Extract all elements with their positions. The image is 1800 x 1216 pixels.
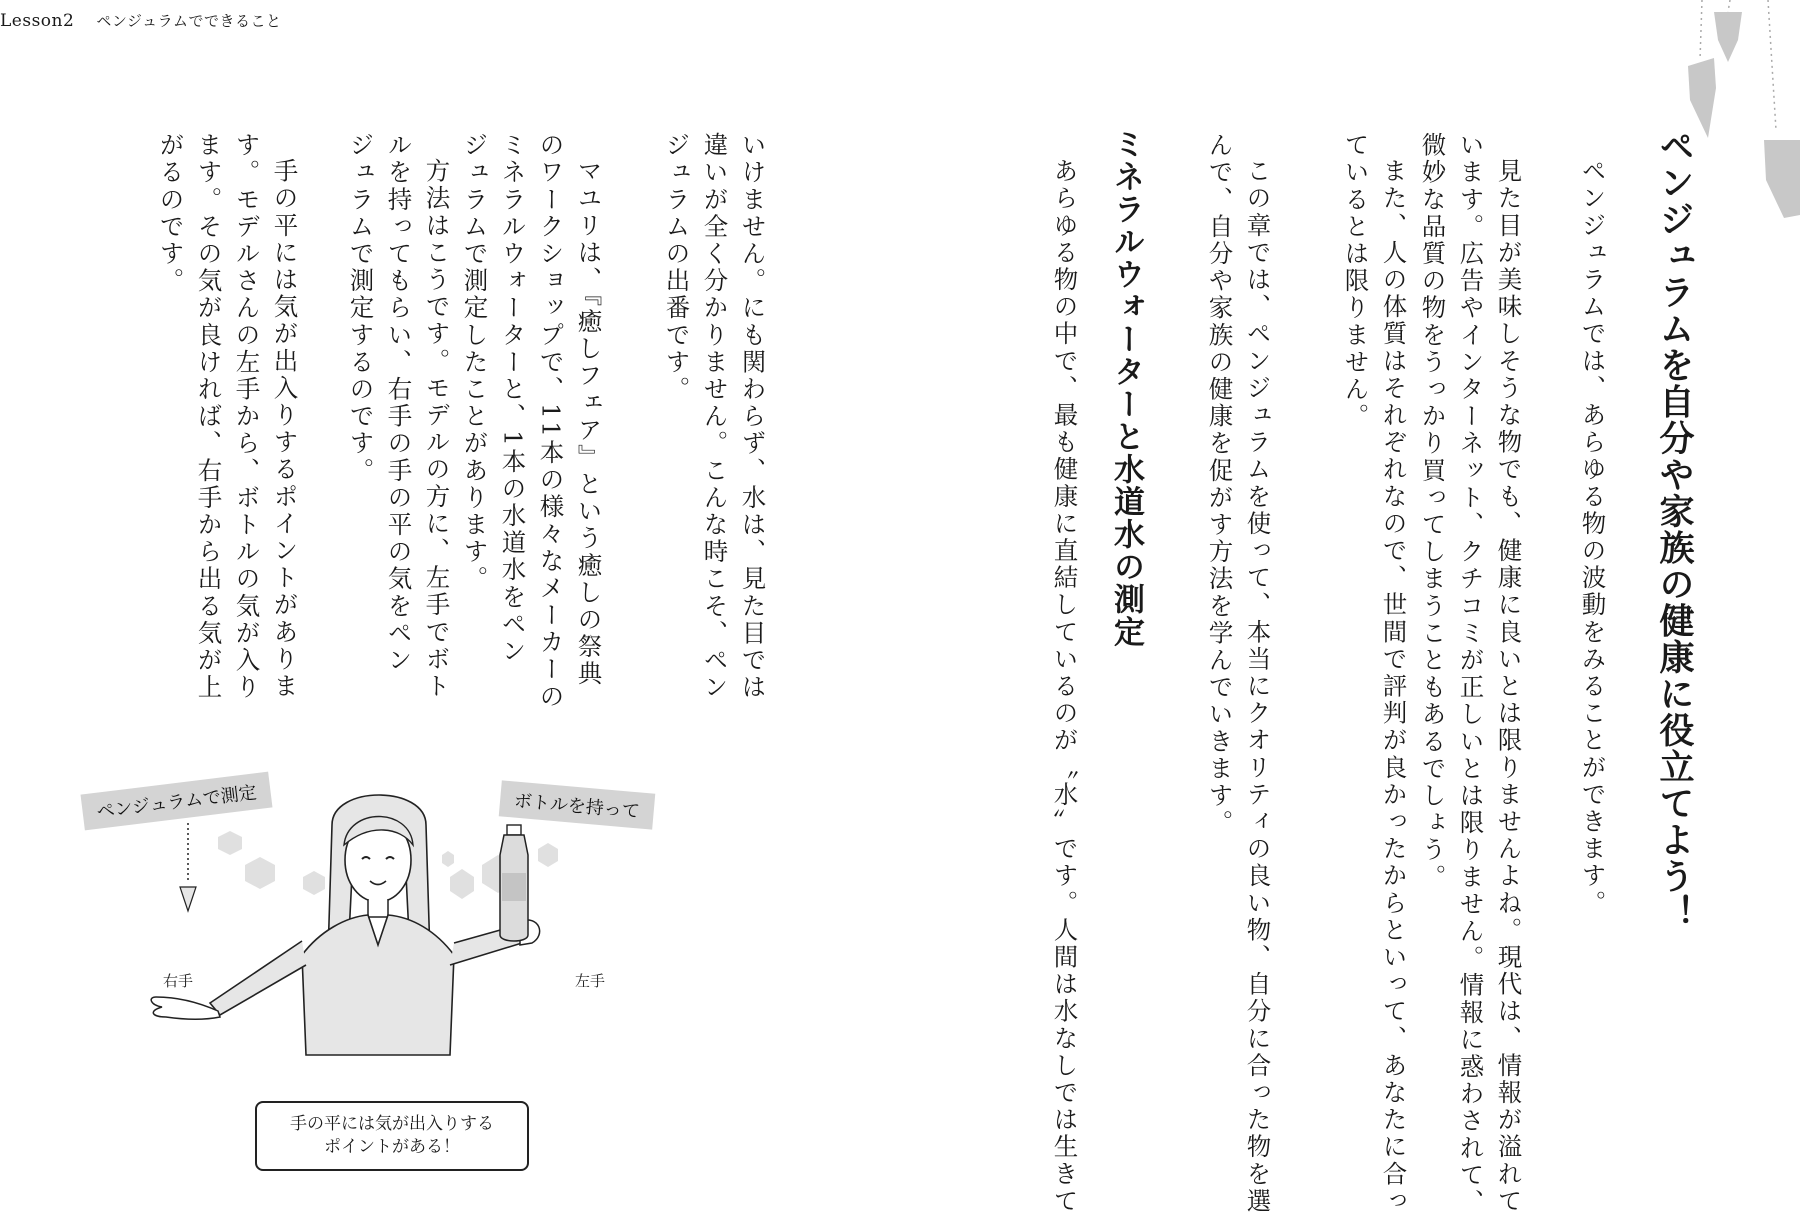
- illustration: [70, 765, 690, 1185]
- caption-line: 手の平には気が出入りする: [290, 1114, 494, 1135]
- body-line: あらゆる物の中で、最も健康に直結しているのが〝水〟です。人間は水なしでは生きて: [1050, 158, 1080, 1215]
- body-line: んで、自分や家族の健康を促がす方法を学んでいきます。: [1205, 132, 1235, 837]
- body-line: いけません。にも関わらず、水は、見た目では: [738, 132, 768, 702]
- body-line: ているとは限りません。: [1341, 132, 1371, 431]
- pendulum-decoration-icon: [1680, 0, 1800, 230]
- illustration-caption: [255, 1101, 529, 1171]
- section-heading: ミネラルウォーターと水道水の測定: [1108, 128, 1144, 648]
- body-line: 見た目が美味しそうな物でも、健康に良いとは限りませんよね。現代は、情報が溢れて: [1494, 158, 1524, 1215]
- right-hand-label: 右手: [163, 972, 194, 990]
- caption-line: ポイントがある！: [324, 1137, 460, 1157]
- body-line: 方法はこうです。モデルの方に、左手でボト: [422, 158, 452, 700]
- lesson-number: Lesson2: [0, 11, 75, 31]
- left-hand-label: 左手: [575, 972, 606, 990]
- body-line: 微妙な品質の物をうっかり買ってしまうこともあるでしょう。: [1418, 132, 1448, 891]
- bottle-label: ボトルを持って: [499, 780, 656, 829]
- body-line: 違いが全く分かりません。こんな時こそ、ペン: [700, 132, 730, 702]
- page-title: ペンジュラムを自分や家族の健康に役立てよう！: [1654, 128, 1694, 931]
- body-line: 手の平には気が出入りするポイントがありま: [270, 158, 300, 700]
- body-line: ジュラムで測定したことがあります。: [460, 132, 490, 593]
- body-line: ジュラムで測定するのです。: [346, 132, 376, 485]
- body-line: がるのです。: [156, 132, 186, 295]
- pendulum-label: ペンジュラムで測定: [81, 772, 273, 831]
- body-line: のワークショップで、11本の様々なメーカーの: [536, 132, 566, 711]
- body-line: ジュラムの出番です。: [662, 132, 692, 403]
- body-line: います。広告やインターネット、クチコミが正しいとは限りません。情報に惑わされて、: [1456, 132, 1486, 1216]
- body-line: この章では、ペンジュラムを使って、本当にクオリティの良い物、自分に合った物を選: [1243, 158, 1273, 1215]
- running-header: [0, 10, 282, 31]
- body-line: マユリは、『癒しフェア』という癒しの祭典: [574, 158, 604, 688]
- body-line: また、人の体質はそれぞれなので、世間で評判が良かったからといって、あなたに合っ: [1379, 158, 1409, 1215]
- body-line: す。モデルさんの左手から、ボトルの気が入り: [232, 132, 262, 702]
- chapter-title: ペンジュラムでできること: [96, 12, 282, 30]
- body-line: ルを持ってもらい、右手の手の平の気をペン: [384, 132, 414, 674]
- body-line: ミネラルウォーターと、1本の水道水をペン: [498, 132, 528, 666]
- body-line: ます。その気が良ければ、右手から出る気が上: [194, 132, 224, 702]
- intro-text: ペンジュラムでは、あらゆる物の波動をみることができます。: [1578, 158, 1608, 917]
